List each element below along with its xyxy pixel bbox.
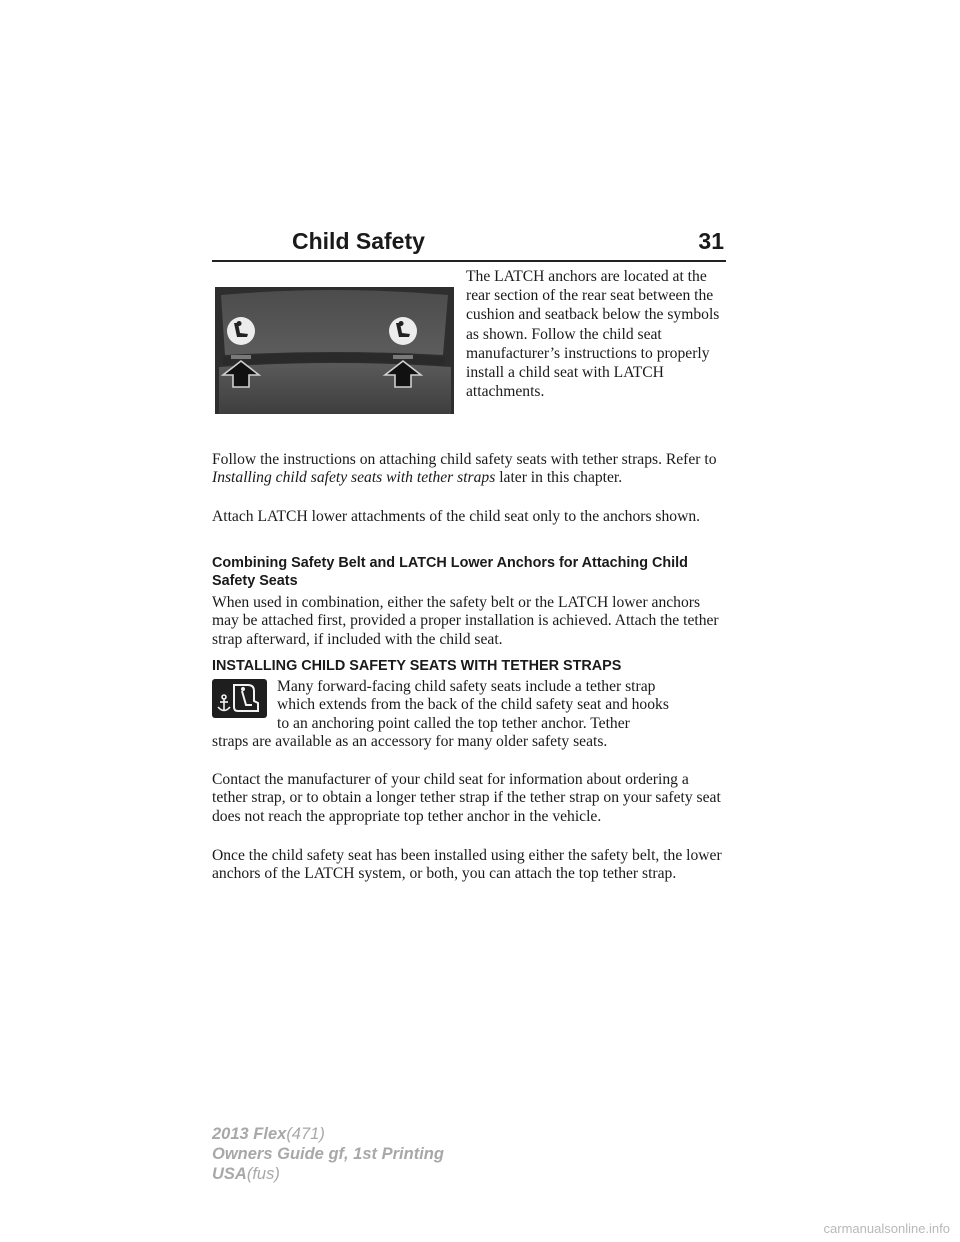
footer-guide: Owners Guide gf, 1st Printing (212, 1145, 444, 1163)
page-footer (212, 1124, 612, 1184)
tether-intro-paragraph (277, 678, 726, 733)
latch-anchor (231, 355, 251, 359)
combination-paragraph: When used in combination, either the safety belt or the LATCH lower anchors may be attached first, provided a proper installation is achieved. Attach the tether strap afterward, if included with the child seat. (212, 594, 719, 648)
attach-paragraph: Attach LATCH lower attachments of the child seat only to the anchors shown. (212, 508, 701, 525)
paragraph-line: which extends from the back of the child safety seat and hooks (277, 696, 669, 714)
paragraph-line: Many forward-facing child safety seats include a tether strap (277, 678, 656, 695)
footer-line (212, 1144, 612, 1164)
intro-paragraph: The LATCH anchors are located at the rear section of the rear seat between the cushion and seatback below the symbols as shown. Follow the child seat manufacturer’s instructions to properly install a child seat with LATCH attachments. (466, 268, 720, 401)
watermark: carmanualsonline.info (823, 1221, 950, 1236)
page-number: 31 (698, 228, 724, 254)
page-header (212, 228, 726, 258)
heading-combining: Combining Safety Belt and LATCH Lower Anchors for Attaching Child Safety Seats (212, 555, 688, 589)
child-seat-symbol-icon (227, 317, 255, 345)
footer-market-code: (fus) (246, 1165, 280, 1183)
footer-model: 2013 Flex (212, 1125, 287, 1143)
contact-paragraph: Contact the manufacturer of your child seat for information about ordering a tether strap, or to obtain a longer tether strap if the tether strap on your safety seat does not reach the appropriate top tether anchor in the vehicle. (212, 771, 721, 825)
footer-market: USA (212, 1165, 247, 1183)
tether-intro-continued: straps are available as an accessory for many older safety seats. (212, 733, 608, 750)
tether-anchor-icon (212, 679, 267, 718)
footer-code: (471) (286, 1125, 325, 1143)
latch-anchor-photo (215, 287, 454, 414)
footer-line (212, 1124, 612, 1144)
paragraph-text: Follow the instructions on attaching child safety seats with tether straps. Refer to (212, 451, 717, 468)
paragraph-text: later in this chapter. (499, 469, 623, 487)
latch-anchor (393, 355, 413, 359)
section-title: Child Safety (292, 228, 425, 254)
header-rule (212, 260, 726, 262)
tether-reference-paragraph (212, 451, 726, 488)
once-installed-paragraph: Once the child safety seat has been installed using either the safety belt, the lower anchors of the LATCH system, or both, you can attach the top tether strap. (212, 847, 722, 883)
heading-installing: INSTALLING CHILD SAFETY SEATS WITH TETHER STRAPS (212, 658, 622, 674)
cross-reference-link[interactable]: Installing child safety seats with tether straps (212, 469, 496, 487)
footer-line (212, 1164, 612, 1184)
paragraph-line: to an anchoring point called the top tether anchor. Tether (277, 714, 630, 732)
child-seat-symbol-icon (389, 317, 417, 345)
